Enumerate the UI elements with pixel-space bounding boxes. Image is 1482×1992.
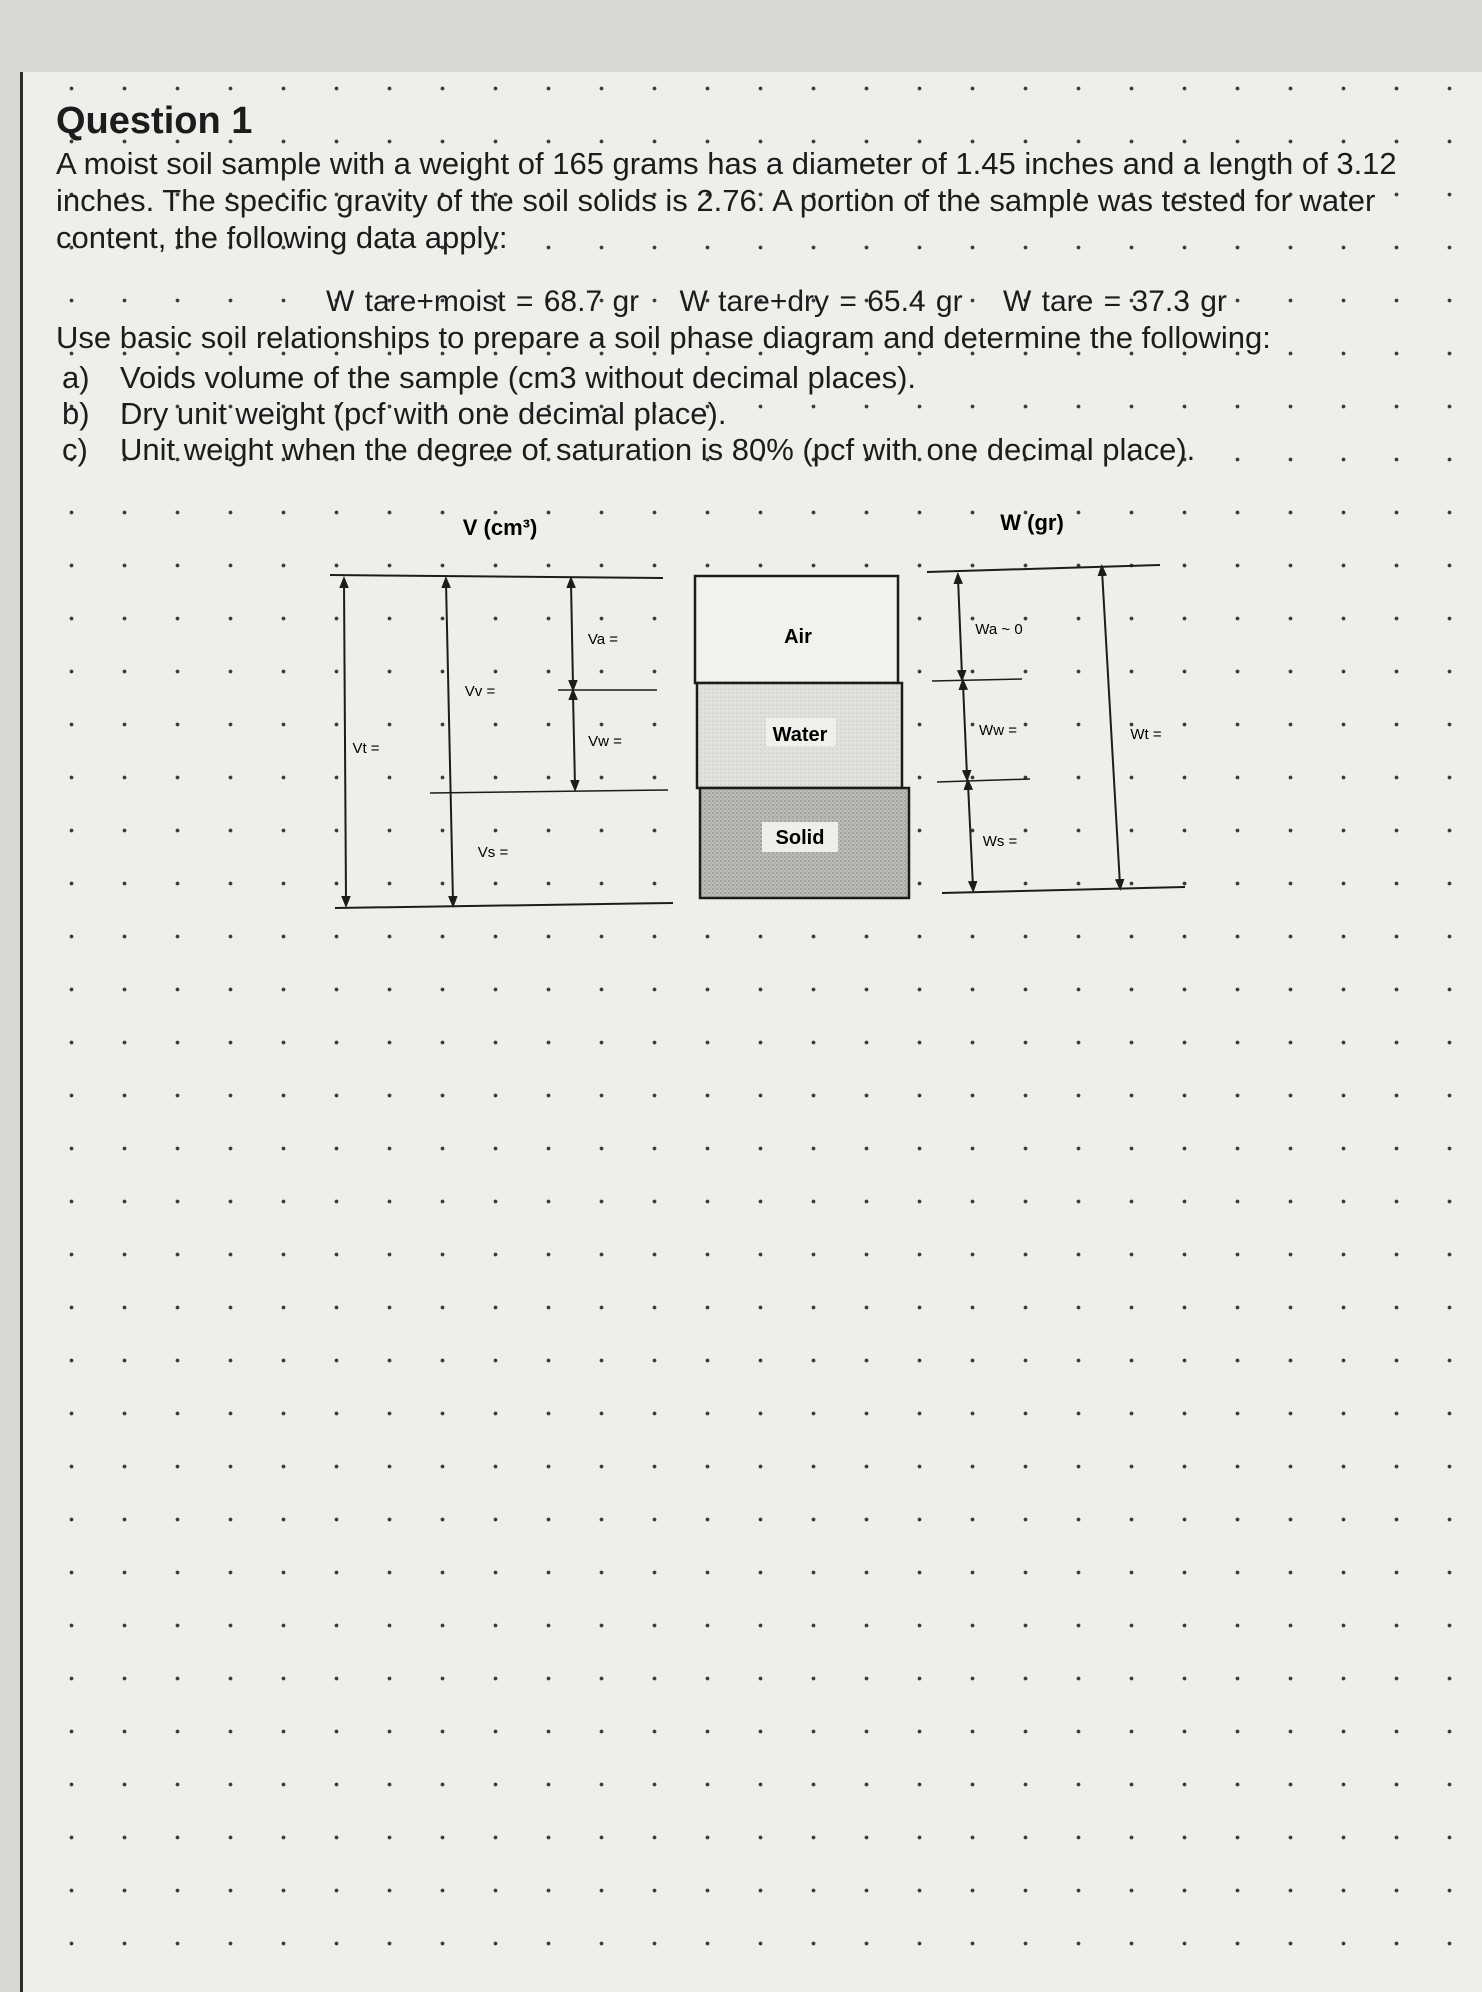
weight-header: W (gr) (1000, 510, 1064, 535)
solid-label: Solid (775, 827, 825, 849)
vw-arrow (573, 694, 575, 786)
problem-statement-line-3: content, the following data apply: (56, 220, 508, 255)
ws-label: Ws = (982, 833, 1018, 850)
volume-header: V (cm³) (462, 515, 538, 540)
ww-ws-divider (937, 779, 1030, 782)
task-item-text: Unit weight when the degree of saturation is 80% (pcf with one decimal place). (120, 432, 1196, 467)
tare-weight: W tare = 37.3 gr (1002, 285, 1227, 318)
vw-label: Vw = (588, 733, 622, 750)
task-item-label: c) (62, 432, 88, 467)
volume-top-line (330, 575, 663, 578)
vt-label: Vt = (352, 740, 380, 757)
tare-dry-weight: W tare+dry = 65.4 gr (679, 285, 963, 318)
task-item-label: a) (62, 360, 90, 395)
tare-moist-weight: W tare+moist = 68.7 gr (326, 285, 640, 318)
ww-arrow (963, 684, 967, 776)
wa-arrow (958, 578, 962, 676)
volume-bottom-line (335, 903, 673, 908)
weight-bottom-line (942, 887, 1185, 893)
vv-label: Vv = (464, 683, 496, 700)
weight-top-line (927, 565, 1160, 572)
water-label: Water (772, 724, 828, 746)
task-item-text: Dry unit weight (pcf with one decimal place). (120, 396, 727, 431)
wt-arrow (1102, 570, 1120, 885)
vv-vs-divider (430, 790, 668, 793)
problem-statement-line-2: inches. The specific gravity of the soil solids is 2.76. A portion of the sample was tested for water (56, 183, 1376, 218)
ws-arrow (968, 784, 973, 887)
wt-label: Wt = (1130, 726, 1162, 743)
wa-ww-divider (932, 679, 1022, 681)
vv-vs-arrow (446, 582, 453, 902)
vt-arrow (344, 582, 346, 902)
task-item-label: b) (62, 396, 90, 431)
task-item-text: Voids volume of the sample (cm3 without decimal places). (120, 360, 917, 395)
instructions-line: Use basic soil relationships to prepare a soil phase diagram and determine the following: (56, 320, 1271, 355)
wa-label: Wa ~ 0 (975, 621, 1023, 638)
va-arrow (571, 582, 573, 686)
question-title: Question 1 (56, 100, 253, 142)
problem-statement-line-1: A moist soil sample with a weight of 165 grams has a diameter of 1.45 inches and a length of 3.12 (56, 146, 1397, 181)
vs-label: Vs = (477, 844, 509, 861)
air-label: Air (784, 626, 812, 648)
va-label: Va = (587, 631, 619, 648)
ww-label: Ww = (979, 722, 1017, 739)
